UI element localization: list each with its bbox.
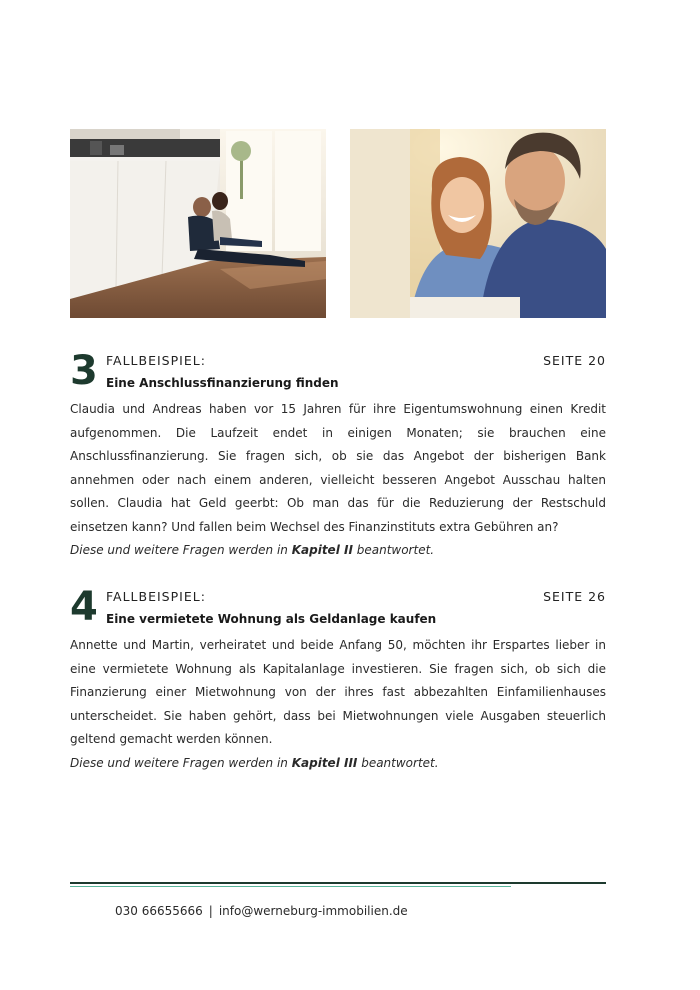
case-page-reference: SEITE 26 <box>543 589 606 604</box>
note-chapter: Kapitel II <box>291 543 353 557</box>
case-study-4 <box>70 586 606 775</box>
photo-smiling-couple <box>350 129 606 318</box>
photo-couple-kitchen <box>70 129 326 318</box>
case-body: Annette und Martin, verheiratet und beide Anfang 50, möchten ihr Erspartes lieber in eine vermietete Wohnung als Kapitalanlage investieren. Sie fragen sich, ob sich die Finanzierung einer Mietwohnung von der ihres fast abbezahlten Einfamilienhauses unterscheidet. Sie haben gehört, dass bei Mietwohnungen viele Ausgaben steuerlich geltend gemacht werden können. <box>70 638 606 746</box>
footer-rule-green <box>70 886 511 887</box>
footer-separator: | <box>208 904 213 918</box>
case-page-reference: SEITE 20 <box>543 353 606 368</box>
case-kicker: FALLBEISPIEL: <box>106 589 206 604</box>
footer-contact <box>115 904 408 918</box>
case-title: Eine vermietete Wohnung als Geldanlage kaufen <box>106 612 437 626</box>
note-chapter: Kapitel III <box>291 755 358 770</box>
case-body: Claudia und Andreas haben vor 15 Jahren für ihre Eigentumswohnung einen Kredit aufgenommen. Die Laufzeit endet in einigen Monaten; sie brauchen eine Anschlussfinanzierung. Sie fragen sich, ob sie das Angebot der bisherigen Bank annehmen oder nach einem anderen, vielleicht besseren Angebot Ausschau halten sollen. Claudia hat Geld geerbt: Ob man das für die Reduzierung der Restschuld einsetzen kann? Und fallen beim Wechsel des Finanzinstituts extra Gebühren an? <box>70 402 606 534</box>
footer-phone[interactable]: 030 66655666 <box>115 904 203 918</box>
case-title: Eine Anschlussfinanzierung finden <box>106 376 339 390</box>
case-kicker: FALLBEISPIEL: <box>106 353 206 368</box>
note-suffix: beantwortet. <box>352 543 435 557</box>
case-study-3 <box>70 350 606 563</box>
note-prefix: Diese und weitere Fragen werden in <box>70 543 292 557</box>
case-number: 3 <box>70 348 98 394</box>
case-chapter-note <box>70 752 606 776</box>
case-header <box>70 586 606 630</box>
note-prefix: Diese und weitere Fragen werden in <box>70 755 292 770</box>
case-chapter-note <box>70 539 606 563</box>
footer-rule-dark <box>70 882 606 884</box>
case-header <box>70 350 606 394</box>
note-suffix: beantwortet. <box>357 755 439 770</box>
case-number: 4 <box>70 584 98 630</box>
footer-email[interactable]: info@werneburg-immobilien.de <box>218 904 408 918</box>
